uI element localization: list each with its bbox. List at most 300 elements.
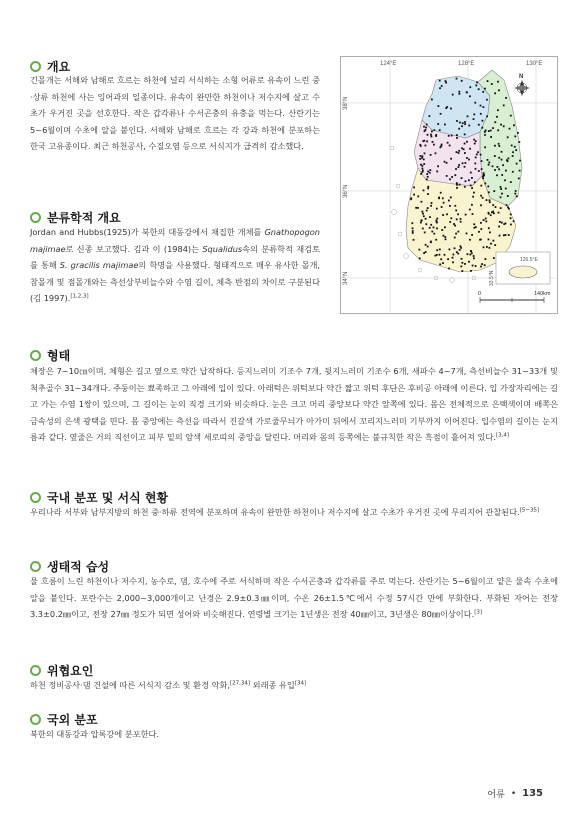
occurrence-point bbox=[480, 222, 482, 224]
occurrence-point bbox=[461, 125, 463, 127]
occurrence-point bbox=[464, 134, 466, 136]
occurrence-point bbox=[442, 197, 444, 199]
occurrence-point bbox=[452, 257, 454, 259]
occurrence-point bbox=[487, 186, 489, 188]
occurrence-point bbox=[482, 120, 484, 122]
occurrence-point bbox=[471, 187, 473, 189]
occurrence-point bbox=[510, 224, 512, 226]
reference-marker: [34] bbox=[294, 680, 307, 687]
threats-paragraph bbox=[30, 677, 558, 694]
occurrence-point bbox=[438, 197, 440, 199]
occurrence-point bbox=[478, 88, 480, 90]
scale-end: 140km bbox=[534, 291, 551, 297]
occurrence-point bbox=[460, 266, 462, 268]
occurrence-point bbox=[514, 146, 516, 148]
text-fragment: 체장은 7~10㎝이며, 체형은 길고 옆으로 약간 납작하다. 등지느러미 기조수 7개, 뒷지느러미 기조수 6개, 새파수 4~7개, 측선비늘수 31~33개 및 척추골수 31~34개다. 주둥이는 뾰족하고 그 아래에 입이 있다. 아래턱은 위턱보다 약간 짧고 위턱 후단은 후비공 아래에 이른다. 입 가장자리에는 길고 가는 수염 1쌍이 있으며, 그 길이는 눈의 직경 크기와 비슷하다. 눈은 크고 머리 중앙보다 약간 앞쪽에 있다. 몸은 전체적으로 은백색이며 배쪽은 금속성의 은색 광택을 띤다. 몸 중앙에는 측선을 따라서 진갈색 가로줄무늬가 아가미 뒤에서 꼬리지느러미 기부까지 이어진다. 입수염의 길이는 눈지름과 같다. 옆줄은 거의 직선이고 피부 밑의 암색 세로띠의 중앙을 달린다. 머리와 몸의 등쪽에는 불규칙한 작은 흑점이 흩어져 있다. bbox=[30, 366, 558, 442]
occurrence-point bbox=[494, 169, 496, 171]
occurrence-point bbox=[422, 228, 424, 230]
section-title: 국외 분포 bbox=[47, 713, 98, 727]
occurrence-point bbox=[500, 207, 502, 209]
occurrence-point bbox=[470, 185, 472, 187]
occurrence-point bbox=[506, 159, 508, 161]
occurrence-point bbox=[478, 231, 480, 233]
occurrence-point bbox=[485, 130, 487, 132]
occurrence-point bbox=[465, 180, 467, 182]
occurrence-point bbox=[449, 205, 451, 207]
occurrence-point bbox=[453, 223, 455, 225]
occurrence-point bbox=[444, 254, 446, 256]
occurrence-point bbox=[440, 258, 442, 260]
occurrence-point bbox=[449, 221, 451, 223]
occurrence-point bbox=[464, 263, 466, 265]
occurrence-point bbox=[422, 211, 424, 213]
occurrence-point bbox=[430, 154, 432, 156]
occurrence-point bbox=[420, 222, 422, 224]
occurrence-point bbox=[480, 266, 482, 268]
occurrence-point bbox=[490, 136, 492, 138]
occurrence-point bbox=[519, 160, 521, 162]
occurrence-point bbox=[423, 126, 425, 128]
occurrence-point bbox=[488, 191, 490, 193]
occurrence-point bbox=[467, 115, 469, 117]
occurrence-point bbox=[475, 140, 477, 142]
occurrence-point bbox=[500, 188, 502, 190]
occurrence-point bbox=[483, 219, 485, 221]
occurrence-point bbox=[419, 249, 421, 251]
occurrence-point bbox=[474, 181, 476, 183]
occurrence-point bbox=[498, 143, 500, 145]
occurrence-point bbox=[429, 115, 431, 117]
occurrence-point bbox=[413, 194, 415, 196]
occurrence-point bbox=[464, 123, 466, 125]
occurrence-point bbox=[508, 158, 510, 160]
occurrence-point bbox=[516, 163, 518, 165]
occurrence-point bbox=[444, 226, 446, 228]
occurrence-point bbox=[437, 165, 439, 167]
occurrence-point bbox=[487, 80, 489, 82]
occurrence-point bbox=[484, 264, 486, 266]
text-fragment: 우리나라 서부와 남부지방의 하천 중·하류 전역에 분포하며 유속이 완만한 하천이나 저수지에 살고 수초가 우거진 곳에 무리지어 관찰된다. bbox=[30, 507, 520, 517]
occurrence-point bbox=[466, 91, 468, 93]
occurrence-point bbox=[485, 258, 487, 260]
occurrence-point bbox=[505, 234, 507, 236]
occurrence-point bbox=[429, 169, 431, 171]
occurrence-point bbox=[469, 209, 471, 211]
occurrence-point bbox=[486, 99, 488, 101]
occurrence-point bbox=[508, 234, 510, 236]
occurrence-point bbox=[449, 249, 451, 251]
occurrence-point bbox=[481, 160, 483, 162]
occurrence-point bbox=[501, 151, 503, 153]
reference-marker: [3] bbox=[474, 609, 483, 616]
occurrence-point bbox=[503, 223, 505, 225]
section-title: 형태 bbox=[47, 349, 71, 363]
occurrence-point bbox=[501, 193, 503, 195]
occurrence-point bbox=[456, 134, 458, 136]
occurrence-point bbox=[501, 174, 503, 176]
occurrence-point bbox=[489, 201, 491, 203]
occurrence-point bbox=[422, 168, 424, 170]
occurrence-point bbox=[513, 124, 515, 126]
occurrence-point bbox=[440, 145, 442, 147]
distribution-map bbox=[340, 56, 558, 314]
reference-marker: [1,2,3] bbox=[70, 293, 89, 300]
occurrence-point bbox=[437, 123, 439, 125]
occurrence-point bbox=[453, 254, 455, 256]
occurrence-point bbox=[451, 135, 453, 137]
lat-label: 38°N bbox=[343, 96, 349, 110]
occurrence-point bbox=[439, 129, 441, 131]
occurrence-point bbox=[484, 146, 486, 148]
occurrence-point bbox=[468, 179, 470, 181]
occurrence-point bbox=[464, 143, 466, 145]
ecology-paragraph bbox=[30, 573, 558, 623]
occurrence-point bbox=[483, 246, 485, 248]
occurrence-point bbox=[419, 158, 421, 160]
occurrence-point bbox=[488, 227, 490, 229]
occurrence-point bbox=[495, 206, 497, 208]
occurrence-point bbox=[470, 250, 472, 252]
occurrence-point bbox=[503, 125, 505, 127]
section-title: 개요 bbox=[47, 60, 71, 74]
occurrence-point bbox=[463, 148, 465, 150]
occurrence-point bbox=[473, 223, 475, 225]
occurrence-point bbox=[500, 186, 502, 188]
occurrence-point bbox=[413, 239, 415, 241]
occurrence-point bbox=[485, 218, 487, 220]
occurrence-point bbox=[486, 246, 488, 248]
occurrence-point bbox=[493, 257, 495, 259]
occurrence-point bbox=[497, 109, 499, 111]
occurrence-point bbox=[460, 218, 462, 220]
occurrence-point bbox=[421, 219, 423, 221]
occurrence-point bbox=[485, 221, 487, 223]
occurrence-point bbox=[489, 247, 491, 249]
occurrence-point bbox=[494, 92, 496, 94]
occurrence-point bbox=[420, 155, 422, 157]
lat-label: 34°N bbox=[343, 271, 349, 285]
occurrence-point bbox=[504, 179, 506, 181]
occurrence-point bbox=[507, 195, 509, 197]
occurrence-point bbox=[518, 178, 520, 180]
occurrence-point bbox=[498, 168, 500, 170]
occurrence-point bbox=[465, 214, 467, 216]
section-title: 위협요인 bbox=[47, 664, 94, 678]
occurrence-point bbox=[431, 202, 433, 204]
occurrence-point bbox=[482, 197, 484, 199]
occurrence-point bbox=[450, 217, 452, 219]
occurrence-point bbox=[429, 172, 431, 174]
occurrence-point bbox=[498, 145, 500, 147]
occurrence-point bbox=[497, 81, 499, 83]
text-fragment: 로 신종 보고했다. 김과 이 (1984)는 bbox=[65, 243, 203, 254]
occurrence-point bbox=[466, 233, 468, 235]
section-heading-morphology bbox=[30, 347, 70, 364]
occurrence-point bbox=[425, 223, 427, 225]
occurrence-point bbox=[492, 204, 494, 206]
occurrence-point bbox=[456, 219, 458, 221]
occurrence-point bbox=[420, 164, 422, 166]
occurrence-point bbox=[494, 145, 496, 147]
occurrence-point bbox=[440, 192, 442, 194]
occurrence-point bbox=[456, 120, 458, 122]
text-fragment: 의 학명을 사용했다. 형태적으로 매우 유사한 몰개, 참몰개 및 점몰개와는 측선상부비늘수와 수염 길이, 체측 반점의 차이로 구분된다(김 1997). bbox=[30, 260, 320, 303]
occurrence-point bbox=[435, 135, 437, 137]
occurrence-point bbox=[516, 195, 518, 197]
occurrence-point bbox=[431, 99, 433, 101]
occurrence-point bbox=[501, 222, 503, 224]
occurrence-point bbox=[486, 116, 488, 118]
lat-label: 36°N bbox=[343, 184, 349, 198]
green-circle-bullet-icon bbox=[30, 714, 41, 725]
reference-marker: [3,4] bbox=[495, 432, 509, 439]
occurrence-point bbox=[436, 220, 438, 222]
occurrence-point bbox=[460, 221, 462, 223]
inset-lat-label: 33.5°N bbox=[489, 270, 495, 286]
lon-label: 130°E bbox=[526, 61, 543, 67]
occurrence-point bbox=[480, 113, 482, 115]
occurrence-point bbox=[456, 184, 458, 186]
occurrence-point bbox=[464, 121, 466, 123]
occurrence-point bbox=[498, 157, 500, 159]
occurrence-point bbox=[449, 178, 451, 180]
occurrence-point bbox=[489, 199, 491, 201]
occurrence-point bbox=[488, 212, 490, 214]
occurrence-point bbox=[469, 86, 471, 88]
occurrence-point bbox=[412, 227, 414, 229]
occurrence-point bbox=[478, 170, 480, 172]
occurrence-point bbox=[483, 172, 485, 174]
occurrence-point bbox=[456, 151, 458, 153]
scientific-name: Squalidus bbox=[202, 243, 243, 254]
occurrence-point bbox=[490, 243, 492, 245]
occurrence-point bbox=[426, 210, 428, 212]
occurrence-point bbox=[484, 134, 486, 136]
occurrence-point bbox=[429, 227, 431, 229]
occurrence-point bbox=[476, 154, 478, 156]
occurrence-point bbox=[464, 152, 466, 154]
reference-marker: [5~35] bbox=[519, 507, 540, 514]
occurrence-point bbox=[445, 107, 447, 109]
occurrence-point bbox=[430, 241, 432, 243]
page-footer bbox=[487, 787, 543, 800]
occurrence-point bbox=[518, 141, 520, 143]
occurrence-point bbox=[505, 170, 507, 172]
taxonomy-paragraph bbox=[30, 224, 320, 307]
green-circle-bullet-icon bbox=[30, 61, 41, 72]
occurrence-point bbox=[470, 270, 472, 272]
occurrence-point bbox=[480, 154, 482, 156]
occurrence-point bbox=[491, 212, 493, 214]
occurrence-point bbox=[438, 105, 440, 107]
occurrence-point bbox=[451, 176, 453, 178]
occurrence-point bbox=[433, 227, 435, 229]
occurrence-point bbox=[450, 158, 452, 160]
occurrence-point bbox=[439, 249, 441, 251]
scientific-name: Gnathopogon majimae bbox=[30, 227, 320, 254]
occurrence-point bbox=[448, 135, 450, 137]
occurrence-point bbox=[419, 258, 421, 260]
occurrence-point bbox=[454, 237, 456, 239]
occurrence-point bbox=[505, 188, 507, 190]
occurrence-point bbox=[455, 233, 457, 235]
occurrence-point bbox=[448, 268, 450, 270]
occurrence-point bbox=[500, 196, 502, 198]
section-title: 국내 분포 및 서식 현황 bbox=[47, 491, 169, 505]
green-circle-bullet-icon bbox=[30, 665, 41, 676]
occurrence-point bbox=[478, 124, 480, 126]
occurrence-point bbox=[423, 163, 425, 165]
occurrence-point bbox=[461, 80, 463, 82]
text-fragment: 속의 분류학적 재검토를 통해 bbox=[30, 243, 321, 270]
text-fragment: 하천 정비공사·댐 건설에 따른 서식지 감소 및 환경 악화, bbox=[30, 680, 231, 690]
occurrence-point bbox=[473, 114, 475, 116]
distribution-paragraph bbox=[30, 504, 558, 521]
occurrence-point bbox=[412, 232, 414, 234]
occurrence-point bbox=[469, 148, 471, 150]
occurrence-point bbox=[422, 213, 424, 215]
occurrence-point bbox=[430, 205, 432, 207]
occurrence-point bbox=[492, 127, 494, 129]
occurrence-point bbox=[468, 159, 470, 161]
occurrence-point bbox=[500, 124, 502, 126]
occurrence-point bbox=[458, 150, 460, 152]
occurrence-point bbox=[439, 80, 441, 82]
occurrence-point bbox=[454, 205, 456, 207]
occurrence-point bbox=[427, 134, 429, 136]
occurrence-point bbox=[476, 82, 478, 84]
occurrence-point bbox=[441, 206, 443, 208]
lon-label: 124°E bbox=[380, 61, 397, 67]
occurrence-point bbox=[481, 127, 483, 129]
occurrence-point bbox=[471, 252, 473, 254]
occurrence-point bbox=[452, 94, 454, 96]
foreign-paragraph: 북한의 대동강과 압록강에 분포한다. bbox=[30, 729, 160, 739]
occurrence-point bbox=[444, 236, 446, 238]
occurrence-point bbox=[444, 124, 446, 126]
occurrence-point bbox=[481, 168, 483, 170]
occurrence-point bbox=[498, 226, 500, 228]
occurrence-point bbox=[481, 263, 483, 265]
occurrence-point bbox=[433, 144, 435, 146]
occurrence-point bbox=[461, 270, 463, 272]
occurrence-point bbox=[458, 128, 460, 130]
occurrence-point bbox=[439, 87, 441, 89]
occurrence-point bbox=[471, 177, 473, 179]
occurrence-point bbox=[446, 213, 448, 215]
occurrence-point bbox=[427, 246, 429, 248]
green-circle-bullet-icon bbox=[30, 212, 41, 223]
occurrence-point bbox=[484, 183, 486, 185]
occurrence-point bbox=[419, 144, 421, 146]
occurrence-point bbox=[474, 163, 476, 165]
occurrence-point bbox=[510, 181, 512, 183]
north-label: N bbox=[519, 74, 524, 80]
occurrence-point bbox=[503, 234, 505, 236]
occurrence-point bbox=[490, 214, 492, 216]
occurrence-point bbox=[462, 162, 464, 164]
occurrence-point bbox=[431, 136, 433, 138]
occurrence-point bbox=[435, 152, 437, 154]
occurrence-point bbox=[477, 151, 479, 153]
occurrence-point bbox=[473, 255, 475, 257]
occurrence-point bbox=[494, 244, 496, 246]
occurrence-point bbox=[415, 207, 417, 209]
occurrence-point bbox=[507, 136, 509, 138]
occurrence-point bbox=[431, 131, 433, 133]
occurrence-point bbox=[468, 261, 470, 263]
occurrence-point bbox=[454, 247, 456, 249]
text-fragment: 물 흐름이 느린 하천이나 저수지, 농수로, 댐, 호수에 주로 서식하며 작은 수서곤충과 갑각류를 주로 먹는다. 산란기는 5~6월이고 얕은 물속 수초에 알을 붙인다. 포란수는 2,000~3,000개이고 난경은 2.9±0.3㎜이며, 수온 26±1.5℃에서 수정 57시간 만에 부화한다. 부화된 자어는 전장 3.3±0.2㎜이고, 전장 27㎜ 정도가 되면 성어와 비슷해진다. 연령별 크기는 1년생은 전장 40㎜이고, 3년생은 80㎜이상이다. bbox=[30, 576, 558, 619]
occurrence-point bbox=[445, 82, 447, 84]
green-circle-bullet-icon bbox=[30, 350, 41, 361]
occurrence-point bbox=[424, 232, 426, 234]
jeju-island bbox=[509, 266, 537, 278]
occurrence-point bbox=[436, 171, 438, 173]
occurrence-point bbox=[456, 137, 458, 139]
occurrence-point bbox=[425, 244, 427, 246]
occurrence-point bbox=[460, 247, 462, 249]
occurrence-point bbox=[455, 168, 457, 170]
occurrence-point bbox=[449, 145, 451, 147]
occurrence-point bbox=[430, 134, 432, 136]
occurrence-point bbox=[512, 151, 514, 153]
occurrence-point bbox=[514, 136, 516, 138]
occurrence-point bbox=[444, 161, 446, 163]
occurrence-point bbox=[450, 108, 452, 110]
occurrence-point bbox=[436, 249, 438, 251]
occurrence-point bbox=[425, 145, 427, 147]
occurrence-point bbox=[480, 185, 482, 187]
occurrence-point bbox=[458, 164, 460, 166]
occurrence-point bbox=[433, 129, 435, 131]
occurrence-point bbox=[506, 204, 508, 206]
occurrence-point bbox=[482, 177, 484, 179]
occurrence-point bbox=[424, 153, 426, 155]
occurrence-point bbox=[483, 175, 485, 177]
occurrence-point bbox=[436, 208, 438, 210]
occurrence-point bbox=[424, 130, 426, 132]
occurrence-point bbox=[447, 142, 449, 144]
occurrence-point bbox=[447, 258, 449, 260]
section-title: 분류학적 개요 bbox=[47, 211, 121, 225]
footer-separator: • bbox=[510, 788, 517, 799]
occurrence-point bbox=[417, 207, 419, 209]
occurrence-point bbox=[450, 197, 452, 199]
occurrence-point bbox=[496, 174, 498, 176]
occurrence-point bbox=[512, 155, 514, 157]
occurrence-point bbox=[489, 232, 491, 234]
occurrence-point bbox=[429, 216, 431, 218]
occurrence-point bbox=[436, 218, 438, 220]
occurrence-point bbox=[512, 171, 514, 173]
occurrence-point bbox=[467, 253, 469, 255]
occurrence-point bbox=[480, 195, 482, 197]
occurrence-point bbox=[488, 164, 490, 166]
occurrence-point bbox=[458, 91, 460, 93]
green-circle-bullet-icon bbox=[30, 492, 41, 503]
occurrence-point bbox=[456, 187, 458, 189]
occurrence-point bbox=[432, 141, 434, 143]
occurrence-point bbox=[443, 235, 445, 237]
occurrence-point bbox=[464, 186, 466, 188]
occurrence-point bbox=[494, 121, 496, 123]
lon-label: 128°E bbox=[458, 61, 475, 67]
text-fragment: Jordan and Hubbs(1925)가 북한의 대동강에서 채집한 개체를 bbox=[30, 227, 265, 237]
occurrence-point bbox=[427, 193, 429, 195]
occurrence-point bbox=[493, 240, 495, 242]
occurrence-point bbox=[472, 196, 474, 198]
